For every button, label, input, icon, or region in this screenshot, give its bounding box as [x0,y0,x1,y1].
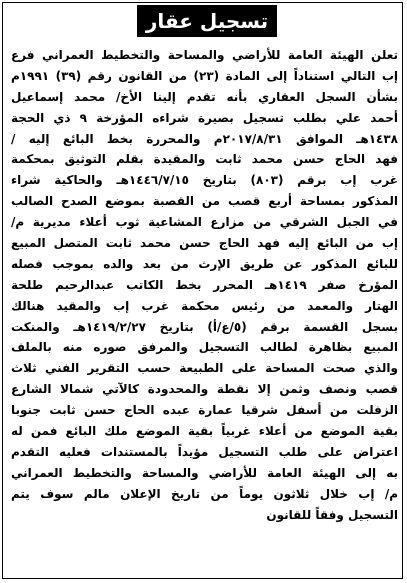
notice-line: للبائع المذكور عن طريق الإرث من بعد والده بموجب فصله [11,256,398,271]
notice-line: اعتراض على طلب التسجيل مؤيداً بالمستندات فعليه التقدم [11,444,398,459]
notice-line: المؤرخ صفر ١٤١٩هـ المحرر بخط الكاتب عبدالرحيم طلحة [11,277,398,292]
notice-line: المذكور بمساحة أربع قصب من القصبة بموضع الصدح الصالب [11,194,398,209]
notice-line: التسجيل وفقاً للقانون [266,507,398,522]
notice-line: الزفلت من أسفل شرقيا عمارة عبده الحاج حسن ثابت جنوبا [11,403,398,418]
notice-line: م/ إب خلال ثلاثون يوماً من تاريخ الإعلان مالم سوف يتم [11,486,398,501]
notice-line: في الجبل الشرقي من مزارع المشاعية ثوب أعلاء مديرية م/ [11,215,398,230]
notice-line: ١٤٣٨هـ الموافق ٢٠١٧/٨/٣١م والمحررة بخط البائع إليه / [11,131,398,146]
notice-line: تعلن الهيئة العامة للأراضي والمساحة والتخطيط العمراني فرع [11,48,398,62]
notice-line: بقية الموضع من أعلاء غربياً بقية الموضع ملك البائع فمن له [11,424,398,439]
notice-line: قصب ونصف وثمن إلا نقطة والمحدودة كالآتي شمالا الشارع [11,382,398,397]
notice-body [11,45,398,525]
notice-line: غرب إب برقم (٨٠٣) بتاريخ ١٤٤٦/٧/١٥هـ والحاكية شراء [11,173,398,188]
notice-line: بشأن السجل العقاري بأنه تقدم إلينا الأخ/ محمد إسماعيل [11,89,398,104]
notice-line: إب من البائع إليه فهد الحاج حسن محمد ثابت المتصل المبيع [11,236,398,251]
notice-title-bar [137,5,277,37]
notice-line: أحمد علي بطلب تسجيل بصيرة شراءه المؤرخة ٩ ذي الحجة [11,110,398,125]
notice-line: بسجل القسمة برقم (٥/ع/أ) بتاريخ ١٤١٩/٢/٢٧هـ والمنكت [11,319,398,334]
notice-line: الهتار والمعمد من رئيس محكمة غرب إب والمقيد هنالك [11,298,398,313]
property-registration-notice [2,2,403,579]
notice-line: والذي صحت المساحة على الطبيعة حسب التقرير الفني ثلاث [11,361,398,376]
notice-line: به إلى الهيئة العامة للأراضي والمساحة والتخطيط العمراني [11,465,398,480]
notice-line: المبيع بظاهرة لطالب التسجيل والمرفق صوره منه بالملف [11,340,398,355]
notice-line: إب التالي استناداً إلى المادة (٢٣) من القانون رقم (٣٩) ١٩٩١م [11,68,398,83]
notice-line: فهد الحاج حسن محمد ثابت والمقيدة بقلم التوثيق بمحكمة [11,152,398,167]
notice-title: تسجيل عقار [145,9,269,33]
